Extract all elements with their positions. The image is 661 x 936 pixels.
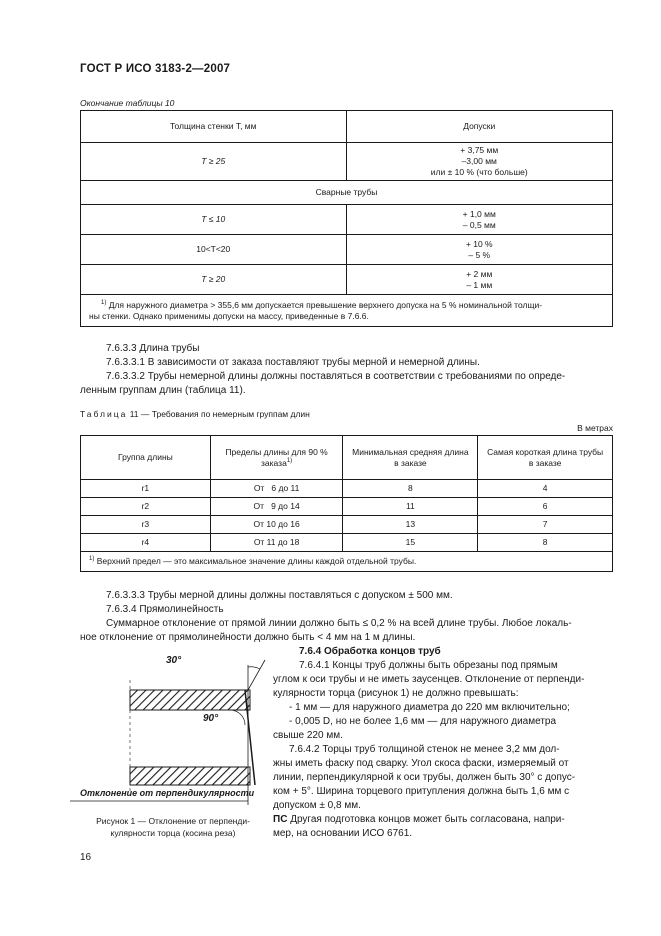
note-text-2: мер, на основании ИСО 6761.: [273, 828, 413, 839]
end-face: [245, 660, 265, 805]
figure-1-caption: [78, 815, 268, 839]
t10-thickness-cell: T ≥ 25: [201, 156, 226, 166]
sec-length-title: 7.6.3.3 Длина трубы: [106, 343, 200, 354]
t11-cell-shortest: 7: [478, 516, 613, 534]
t11-cell-shortest: 8: [478, 534, 613, 552]
note-text-1: Другая подготовка концов может быть согласована, напри-: [290, 814, 565, 825]
t10-col-thickness-header: Толщина стенки T, мм: [81, 111, 347, 143]
pipe-section: [130, 680, 250, 795]
t11-header-min-avg: [343, 436, 478, 480]
table-row: [81, 235, 613, 265]
t11-cell-limits: От 10 до 16: [210, 516, 343, 534]
figure-1-caption-line1: Рисунок 1 — Отклонение от перпенди-: [96, 816, 250, 826]
table-row: [81, 498, 613, 516]
t11-cell-limits: От 11 до 18: [210, 534, 343, 552]
table-row: [81, 516, 613, 534]
sec-straight-title: 7.6.3.4 Прямолинейность: [106, 604, 224, 615]
t11-cell-group: r3: [81, 516, 211, 534]
t11-header-min-avg-line2: в заказе: [394, 457, 427, 468]
t11-cell-min-avg: 11: [343, 498, 478, 516]
page-number: 16: [80, 852, 92, 863]
t11-cell-limits: От 9 до 14: [210, 498, 343, 516]
t11-cell-limits: От 6 до 11: [210, 480, 343, 498]
angle-arc-30: [248, 667, 260, 669]
t10-section-welded: Сварные трубы: [81, 181, 613, 205]
t10-thickness-cell: 10<T<20: [196, 244, 231, 254]
t11-cell-min-avg: 15: [343, 534, 478, 552]
t11-cell-min-avg: 8: [343, 480, 478, 498]
sec-ends-l1: 7.6.4.1 Концы труб должны быть обрезаны под прямым: [299, 660, 558, 671]
sec-ends-l7: 7.6.4.2 Торцы труб толщиной стенок не менее 3,2 мм дол-: [289, 744, 560, 755]
sec-length-p2: 7.6.3.3.1 В зависимости от заказа поставляют трубы мерной и немерной длины.: [106, 357, 480, 368]
t11-header-limits-line1: Пределы длины для 90 %: [225, 446, 328, 457]
sec-straight-p3b: ное отклонение от прямолинейности должно быть < 4 мм на 1 м длины.: [80, 632, 416, 643]
sec-ends-l6: свыше 220 мм.: [273, 730, 343, 741]
t11-header-shortest-line2: в заказе: [528, 457, 562, 468]
t10-col-tolerance-header: Допуски: [346, 111, 613, 143]
t10-tol-line: + 3,75 мм: [460, 145, 499, 155]
t10-footnote: [81, 295, 613, 327]
t11-header-min-avg-line1: Минимальная средняя длина: [352, 446, 469, 457]
t11-cell-group: r2: [81, 498, 211, 516]
t11-cell-min-avg: 13: [343, 516, 478, 534]
sec-ends-l5: - 0,005 D, но не более 1,6 мм — для наружного диаметра: [289, 716, 557, 727]
sec-ends-l8: жны иметь фаску под сварку. Угол скоса фаски, измеряемый от: [273, 758, 569, 769]
table-row: [81, 143, 613, 181]
sec-ends-l9: линии, перпендикулярной к оси трубы, должен быть 30° с допус-: [273, 772, 576, 783]
t11-header-shortest: [478, 436, 613, 480]
sec-length-p3b: ленным группам длин (таблица 11).: [80, 385, 246, 396]
doc-header: ГОСТ Р ИСО 3183-2—2007: [80, 63, 231, 75]
angle-arc-90: [230, 710, 245, 725]
t10-tol-line: + 1,0 мм: [462, 208, 496, 219]
t11-footnote-mark: 1): [89, 556, 95, 563]
t10-footnote-line2: ны стенки. Однако применимы допуски на массу, приведенные в 7.6.6.: [89, 310, 369, 321]
t10-thickness-cell: T ≤ 10: [201, 214, 226, 224]
figure-1: [70, 655, 270, 805]
table-row: [81, 480, 613, 498]
table-row: [81, 265, 613, 295]
sec-ends-l11: допуском ± 0,8 мм.: [273, 800, 361, 811]
t11-cell-group: r1: [81, 480, 211, 498]
t10-tol-line: + 10 %: [465, 238, 493, 249]
table-row: [81, 534, 613, 552]
t11-header-group: Группа длины: [81, 436, 211, 480]
table11-caption-text: 11 — Требования по немерным группам длин: [129, 409, 310, 419]
t11-cell-shortest: 6: [478, 498, 613, 516]
sec-ends-l10: ком + 5°. Ширина торцевого притупления должна быть 1,6 мм с: [273, 786, 570, 797]
t10-tol-line: или ± 10 % (что больше): [430, 167, 528, 177]
sec-ends-l4: - 1 мм — для наружного диаметра до 220 мм включительно;: [289, 702, 570, 713]
t11-header-limits-sup: 1): [286, 457, 293, 464]
t11-cell-group: r4: [81, 534, 211, 552]
t10-thickness-cell: T ≥ 20: [201, 274, 226, 284]
angle-90-label: 90°: [203, 713, 219, 724]
sec-ends-l3: кулярности торца (рисунок 1) не должно превышать:: [273, 688, 519, 699]
table-10: [80, 110, 613, 327]
sec-straight-p3a: Суммарное отклонение от прямой линии должно быть ≤ 0,2 % на всей длине трубы. Любое локаль-: [106, 618, 572, 629]
deviation-label: Отклонение от перпендикулярности: [80, 788, 255, 798]
t10-tol-line: + 2 мм: [466, 268, 493, 279]
table11-units: В метрах: [577, 423, 613, 433]
t10-tol-line: – 0,5 мм: [462, 219, 496, 230]
sec-ends-l2: углом к оси трубы и не иметь заусенцев. Отклонение от перпенди-: [273, 674, 585, 685]
t11-header-shortest-line1: Самая короткая длина трубы: [487, 446, 604, 457]
table10-caption: Окончание таблицы 10: [80, 98, 175, 108]
t10-footnote-line1: Для наружного диаметра > 355,6 мм допускается превышение верхнего допуска на 5 % номинальной толщи-: [108, 299, 543, 310]
t10-tol-line: – 5 %: [468, 249, 491, 260]
t10-footnote-mark: 1): [101, 299, 107, 306]
table-11: [80, 435, 613, 572]
sec-straight-p1: 7.6.3.3.3 Трубы мерной длины должны поставляться с допуском ± 500 мм.: [106, 590, 453, 601]
sec-ends-heading: 7.6.4 Обработка концов труб: [299, 646, 441, 657]
t11-cell-shortest: 4: [478, 480, 613, 498]
t10-tol-line: –3,00 мм: [461, 156, 497, 166]
sec-length-p3a: 7.6.3.3.2 Трубы немерной длины должны поставляться в соответствии с требованиями по опреде-: [106, 371, 566, 382]
t11-header-limits: [210, 436, 343, 480]
table11-caption: [80, 409, 310, 419]
note-label: ПС: [273, 814, 288, 825]
t11-header-limits-line2: заказа: [261, 457, 287, 468]
figure-1-drawing: [70, 655, 270, 805]
table11-caption-prefix: Таблица: [80, 409, 128, 419]
t11-footnote-text: Верхний предел — это максимальное значение длины каждой отдельной трубы.: [96, 556, 417, 566]
table-row: [81, 205, 613, 235]
angle-30-label: 30°: [166, 655, 182, 666]
note-line1: [273, 813, 613, 827]
t11-footnote: [81, 552, 613, 572]
t10-tol-line: – 1 мм: [466, 279, 493, 290]
figure-1-caption-line2: кулярности торца (косина реза): [110, 828, 236, 838]
